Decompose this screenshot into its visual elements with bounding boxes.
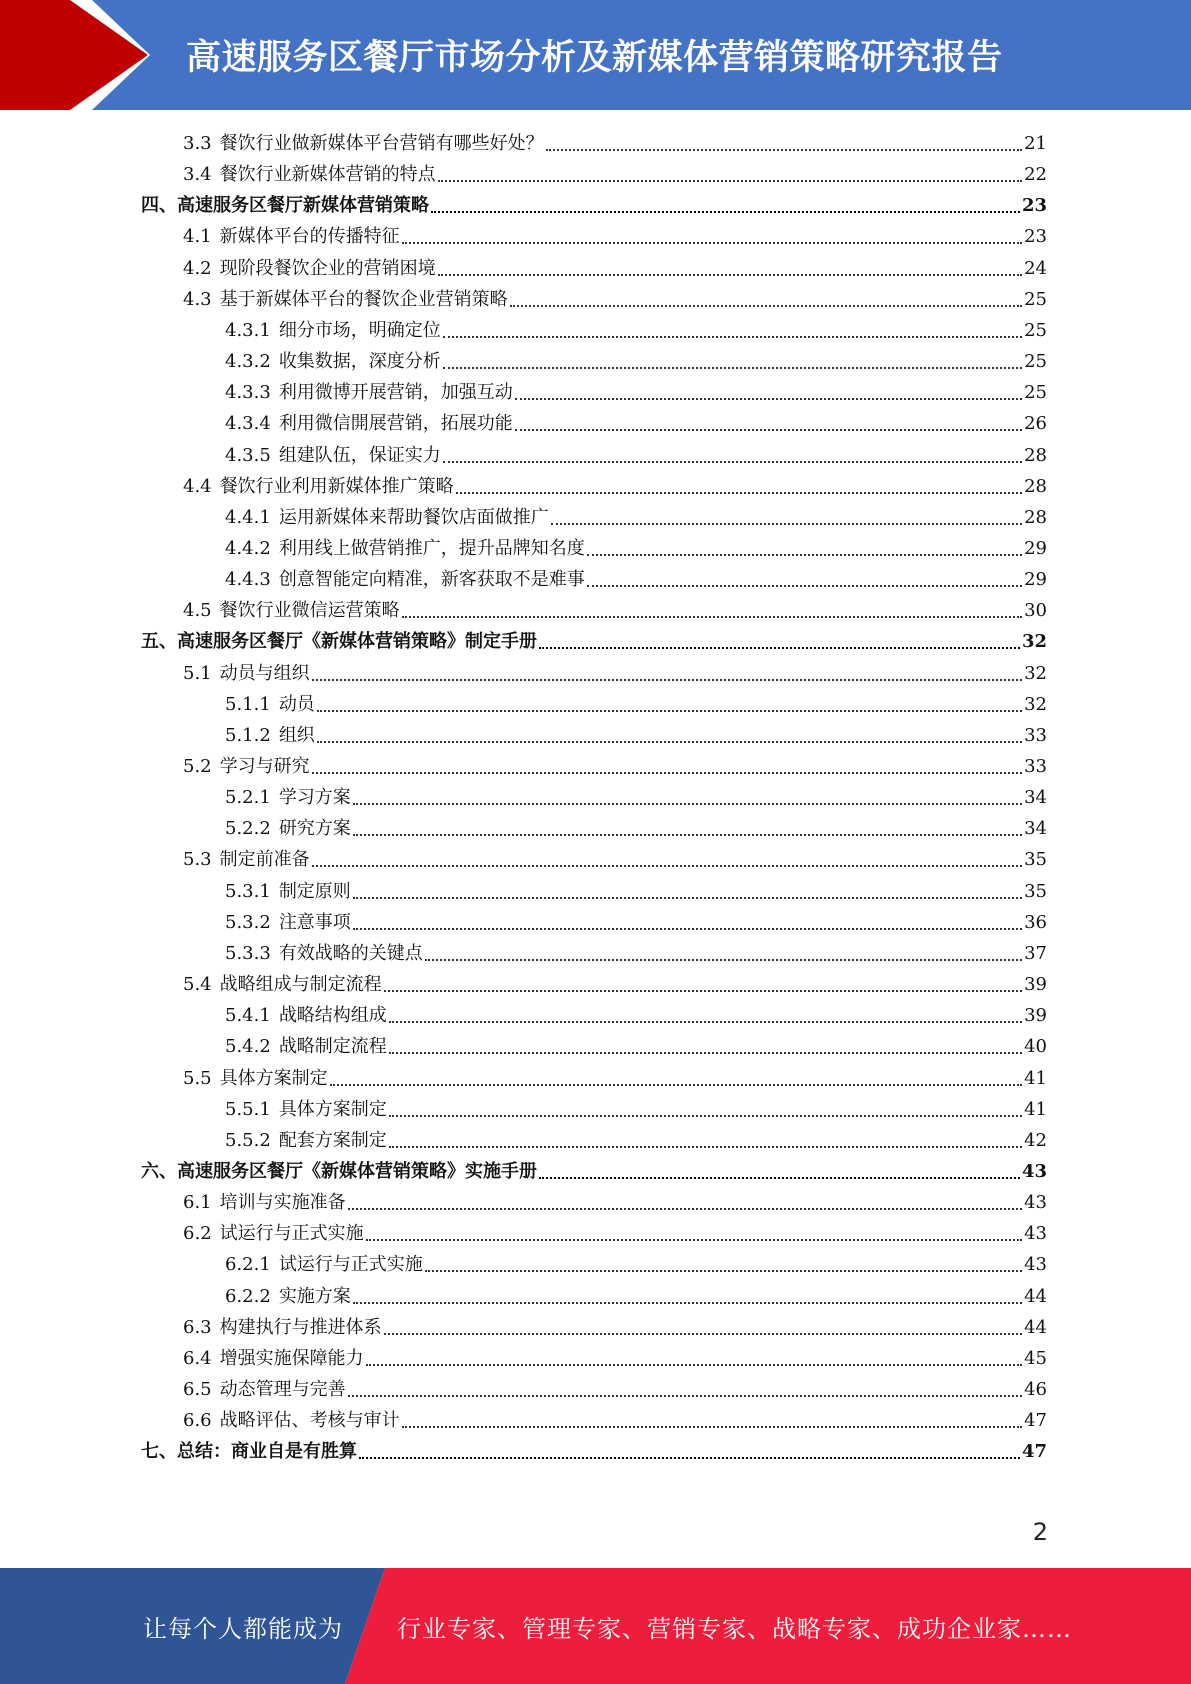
- toc-entry[interactable]: [183, 284, 1047, 315]
- toc-entry-title: 创意智能定向精准，新客获取不是难事: [278, 569, 585, 591]
- toc-entry[interactable]: [225, 315, 1047, 346]
- toc-dot-leader: [366, 1363, 1022, 1366]
- toc-entry[interactable]: [183, 1374, 1047, 1405]
- toc-page-number: 45: [1024, 1347, 1047, 1369]
- toc-page-number: 22: [1024, 164, 1047, 186]
- toc-chapter[interactable]: [141, 1156, 1047, 1187]
- toc-entry[interactable]: [183, 1405, 1047, 1436]
- toc-dot-leader: [431, 210, 1020, 213]
- toc-dot-leader: [443, 366, 1022, 369]
- toc-dot-leader: [312, 864, 1022, 867]
- toc-entry-title: 动员: [278, 693, 315, 715]
- toc-dot-leader: [348, 1207, 1022, 1210]
- toc-entry-number: 5.1.2: [225, 724, 271, 746]
- toc-dot-leader: [510, 304, 1022, 307]
- toc-entry-number: 5.2: [183, 756, 212, 777]
- toc-entry-number: 4.1: [183, 226, 212, 248]
- page-header: [0, 0, 1191, 110]
- toc-entry-number: 5.2.1: [225, 787, 271, 809]
- toc-entry[interactable]: [183, 471, 1047, 502]
- toc-entry[interactable]: [183, 159, 1047, 190]
- toc-page-number: 36: [1024, 911, 1047, 933]
- toc-page-number: 35: [1024, 849, 1047, 871]
- toc-page-number: 24: [1024, 257, 1047, 279]
- toc-entry[interactable]: [225, 1094, 1047, 1125]
- toc-page-number: 23: [1021, 195, 1047, 217]
- toc-dot-leader: [456, 491, 1022, 494]
- toc-entry-title: 具体方案制定: [278, 1098, 387, 1120]
- toc-dot-leader: [330, 1083, 1022, 1086]
- toc-page-number: 28: [1024, 506, 1047, 528]
- toc-entry-title: 动员与组织: [219, 662, 310, 684]
- toc-page-number: 28: [1024, 475, 1047, 497]
- toc-entry[interactable]: [225, 876, 1047, 907]
- toc-entry-title: 战略评估、考核与审计: [219, 1410, 400, 1432]
- toc-entry[interactable]: [225, 346, 1047, 377]
- toc-entry-title: 利用微博开展营销，加强互动: [278, 382, 513, 404]
- toc-dot-leader: [402, 615, 1022, 618]
- footer-slogan-right: 行业专家、管理专家、营销专家、战略专家、成功企业家……: [397, 1614, 1072, 1643]
- toc-dot-leader: [353, 1301, 1022, 1304]
- toc-entry-title: 利用线上做营销推广，提升品牌知名度: [278, 537, 585, 559]
- toc-page-number: 42: [1024, 1129, 1047, 1151]
- toc-page-number: 34: [1024, 818, 1047, 840]
- toc-dot-leader: [384, 989, 1022, 992]
- toc-entry-number: 4.4.2: [225, 537, 271, 559]
- toc-dot-leader: [546, 148, 1022, 151]
- toc-dot-leader: [312, 678, 1022, 681]
- toc-entry-title: 配套方案制定: [278, 1129, 387, 1151]
- toc-entry-number: 5.3.1: [225, 880, 271, 902]
- toc-dot-leader: [443, 335, 1022, 338]
- toc-entry-title: 利用微信開展营销，拓展功能: [278, 413, 513, 435]
- toc-dot-leader: [353, 896, 1022, 899]
- toc-entry[interactable]: [183, 253, 1047, 284]
- toc-dot-leader: [551, 522, 1022, 525]
- toc-entry-title: 新媒体平台的传播特征: [219, 226, 400, 248]
- toc-entry-number: 4.3.5: [225, 444, 271, 466]
- toc-dot-leader: [402, 1425, 1022, 1428]
- page-footer: [0, 1568, 1191, 1684]
- toc-entry-title: 学习方案: [278, 787, 351, 809]
- toc-entry-number: 4.4: [183, 475, 212, 497]
- toc-entry-title: 七、总结：商业自是有胜算: [141, 1441, 357, 1463]
- toc-dot-leader: [438, 273, 1022, 276]
- toc-entry[interactable]: [183, 1312, 1047, 1343]
- toc-page-number: 46: [1024, 1379, 1047, 1400]
- toc-entry-number: 6.6: [183, 1410, 212, 1432]
- toc-dot-leader: [539, 646, 1020, 649]
- toc-entry-number: 6.2.1: [225, 1254, 271, 1276]
- toc-entry[interactable]: [183, 969, 1047, 1000]
- toc-entry-title: 试运行与正式实施: [278, 1254, 423, 1276]
- toc-entry-number: 4.2: [183, 257, 212, 279]
- toc-dot-leader: [317, 740, 1022, 743]
- toc-entry-title: 战略制定流程: [278, 1036, 387, 1058]
- toc-entry-number: 4.3.1: [225, 319, 271, 341]
- toc-page-number: 32: [1024, 662, 1047, 684]
- toc-page-number: 43: [1024, 1192, 1047, 1214]
- toc-entry-number: 4.3.3: [225, 382, 271, 404]
- toc-page-number: 28: [1024, 444, 1047, 466]
- toc-page-number: 43: [1024, 1254, 1047, 1276]
- toc-entry-title: 增强实施保障能力: [219, 1347, 364, 1369]
- toc-dot-leader: [366, 1238, 1022, 1241]
- toc-entry[interactable]: [225, 813, 1047, 844]
- toc-entry-number: 4.3.2: [225, 351, 271, 373]
- toc-chapter[interactable]: [141, 1436, 1047, 1467]
- toc-entry-title: 战略组成与制定流程: [219, 974, 382, 996]
- report-title: 高速服务区餐厅市场分析及新媒体营销策略研究报告: [186, 38, 1003, 78]
- toc-page-number: 37: [1024, 942, 1047, 964]
- footer-slogan-left: 让每个人都能成为: [143, 1614, 343, 1643]
- toc-entry-number: 4.4.3: [225, 569, 271, 591]
- toc-page-number: 44: [1024, 1316, 1047, 1338]
- toc-entry-number: 3.3: [183, 133, 212, 154]
- toc-page-number: 32: [1024, 693, 1047, 715]
- toc-entry-title: 五、高速服务区餐厅《新媒体营销策略》制定手册: [141, 631, 537, 653]
- toc-page-number: 43: [1024, 1223, 1047, 1245]
- toc-entry-title: 制定前准备: [219, 849, 310, 871]
- toc-entry-title: 收集数据，深度分析: [278, 351, 441, 373]
- toc-entry[interactable]: [225, 533, 1047, 564]
- toc-entry[interactable]: [225, 782, 1047, 813]
- toc-page-number: 29: [1024, 569, 1047, 591]
- toc-entry[interactable]: [225, 907, 1047, 938]
- toc-dot-leader: [389, 1051, 1022, 1054]
- toc-entry[interactable]: [183, 128, 1047, 159]
- toc-page-number: 40: [1024, 1036, 1047, 1058]
- toc-entry-number: 5.1.1: [225, 693, 271, 715]
- toc-page-number: 26: [1024, 413, 1047, 435]
- toc-page-number: 25: [1024, 288, 1047, 310]
- toc-entry-title: 构建执行与推进体系: [219, 1316, 382, 1338]
- toc-entry-title: 餐饮行业做新媒体平台营销有哪些好处？: [219, 133, 544, 154]
- toc-dot-leader: [425, 1269, 1022, 1272]
- toc-entry-title: 餐饮行业新媒体营销的特点: [219, 164, 436, 186]
- toc-entry-number: 6.3: [183, 1316, 212, 1338]
- toc-entry-number: 5.2.2: [225, 818, 271, 840]
- toc-entry-number: 4.4.1: [225, 506, 271, 528]
- toc-entry-title: 实施方案: [278, 1285, 351, 1307]
- toc-page-number: 47: [1024, 1410, 1047, 1432]
- toc-entry-number: 5.5: [183, 1067, 212, 1089]
- toc-dot-leader: [438, 179, 1022, 182]
- toc-page-number: 25: [1024, 319, 1047, 341]
- toc-entry-title: 餐饮行业利用新媒体推广策略: [219, 475, 454, 497]
- toc-entry[interactable]: [225, 1249, 1047, 1280]
- toc-entry-title: 研究方案: [278, 818, 351, 840]
- toc-entry-title: 现阶段餐饮企业的营销困境: [219, 257, 436, 279]
- toc-entry-title: 组织: [278, 724, 315, 746]
- toc-page-number: 44: [1024, 1285, 1047, 1307]
- toc-entry-number: 6.4: [183, 1347, 212, 1369]
- toc-dot-leader: [353, 927, 1022, 930]
- toc-entry-title: 具体方案制定: [219, 1067, 328, 1089]
- toc-page-number: 23: [1024, 226, 1047, 248]
- toc-entry[interactable]: [183, 1063, 1047, 1094]
- toc-entry-title: 六、高速服务区餐厅《新媒体营销策略》实施手册: [141, 1160, 537, 1182]
- toc-entry[interactable]: [183, 1218, 1047, 1249]
- toc-entry-title: 试运行与正式实施: [219, 1223, 364, 1245]
- toc-dot-leader: [353, 802, 1022, 805]
- toc-entry[interactable]: [225, 1000, 1047, 1031]
- toc-dot-leader: [515, 397, 1022, 400]
- toc-dot-leader: [587, 553, 1022, 556]
- toc-entry[interactable]: [225, 1125, 1047, 1156]
- toc-dot-leader: [389, 1145, 1022, 1148]
- toc-entry-number: 3.4: [183, 164, 212, 186]
- toc-entry-title: 学习与研究: [219, 756, 310, 777]
- toc-entry-number: 5.4.1: [225, 1005, 271, 1027]
- toc-dot-leader: [359, 1456, 1020, 1459]
- toc-dot-leader: [515, 428, 1022, 431]
- toc-entry-title: 餐饮行业微信运营策略: [219, 600, 400, 622]
- toc-entry-number: 5.4: [183, 974, 212, 996]
- toc-entry-title: 基于新媒体平台的餐饮企业营销策略: [219, 288, 508, 310]
- toc-dot-leader: [443, 460, 1022, 463]
- toc-entry[interactable]: [183, 221, 1047, 252]
- toc-entry[interactable]: [225, 938, 1047, 969]
- toc-entry[interactable]: [225, 502, 1047, 533]
- toc-dot-leader: [312, 771, 1022, 774]
- toc-entry-number: 5.3.2: [225, 911, 271, 933]
- toc-entry-title: 组建队伍，保证实力: [278, 444, 441, 466]
- toc-page-number: 39: [1024, 1005, 1047, 1027]
- toc-entry-number: 5.5.1: [225, 1098, 271, 1120]
- toc-dot-leader: [317, 709, 1022, 712]
- toc-dot-leader: [353, 833, 1022, 836]
- toc-entry[interactable]: [225, 564, 1047, 595]
- toc-entry[interactable]: [183, 658, 1047, 689]
- toc-entry-title: 注意事项: [278, 911, 351, 933]
- toc-entry-title: 细分市场，明确定位: [278, 319, 441, 341]
- toc-entry-number: 4.5: [183, 600, 212, 622]
- toc-page-number: 39: [1024, 974, 1047, 996]
- toc-page-number: 25: [1024, 351, 1047, 373]
- toc-entry-number: 5.4.2: [225, 1036, 271, 1058]
- toc-chapter[interactable]: [141, 626, 1047, 657]
- toc-entry-number: 6.2: [183, 1223, 212, 1245]
- toc-entry-title: 制定原则: [278, 880, 351, 902]
- toc-dot-leader: [425, 958, 1022, 961]
- toc-entry[interactable]: [225, 377, 1047, 408]
- toc-page-number: 32: [1021, 631, 1047, 653]
- toc-entry[interactable]: [183, 751, 1047, 782]
- toc-page-number: 33: [1024, 756, 1047, 777]
- toc-entry-number: 5.5.2: [225, 1129, 271, 1151]
- toc-entry-title: 运用新媒体来帮助餐饮店面做推广: [278, 506, 549, 528]
- toc-dot-leader: [384, 1332, 1022, 1335]
- toc-page-number: 21: [1024, 133, 1047, 154]
- toc-entry-number: 6.1: [183, 1192, 212, 1214]
- toc-entry-number: 4.3.4: [225, 413, 271, 435]
- toc-page-number: 33: [1024, 724, 1047, 746]
- toc-page-number: 41: [1024, 1067, 1047, 1089]
- toc-entry[interactable]: [183, 844, 1047, 875]
- toc-entry-number: 6.5: [183, 1379, 212, 1400]
- toc-entry-number: 5.3.3: [225, 942, 271, 964]
- toc-entry-title: 四、高速服务区餐厅新媒体营销策略: [141, 195, 429, 217]
- toc-page-number: 43: [1021, 1160, 1047, 1182]
- header-ribbon: [0, 0, 190, 110]
- toc-entry-number: 4.3: [183, 288, 212, 310]
- toc-page-number: 41: [1024, 1098, 1047, 1120]
- toc-entry-title: 培训与实施准备: [219, 1192, 346, 1214]
- toc-entry-number: 5.1: [183, 662, 212, 684]
- toc-dot-leader: [539, 1176, 1020, 1179]
- toc-entry[interactable]: [225, 1281, 1047, 1312]
- toc-entry-number: 5.3: [183, 849, 212, 871]
- toc-page-number: 47: [1021, 1441, 1047, 1463]
- toc-entry[interactable]: [183, 595, 1047, 626]
- toc-entry[interactable]: [225, 1031, 1047, 1062]
- toc-entry[interactable]: [183, 1187, 1047, 1218]
- toc-dot-leader: [389, 1020, 1022, 1023]
- toc-page-number: 30: [1024, 600, 1047, 622]
- toc-entry-title: 动态管理与完善: [219, 1379, 346, 1400]
- toc-dot-leader: [587, 584, 1022, 587]
- toc-entry-number: 6.2.2: [225, 1285, 271, 1307]
- toc-page-number: 34: [1024, 787, 1047, 809]
- toc-dot-leader: [402, 241, 1022, 244]
- toc-page-number: 29: [1024, 537, 1047, 559]
- toc-dot-leader: [389, 1114, 1022, 1117]
- toc-chapter[interactable]: [141, 190, 1047, 221]
- toc-entry[interactable]: [225, 720, 1047, 751]
- toc-entry-title: 战略结构组成: [278, 1005, 387, 1027]
- toc-entry[interactable]: [225, 408, 1047, 439]
- toc-page-number: 25: [1024, 382, 1047, 404]
- toc-dot-leader: [348, 1394, 1022, 1397]
- toc-entry-title: 有效战略的关键点: [278, 942, 423, 964]
- toc-page-number: 35: [1024, 880, 1047, 902]
- toc-entry[interactable]: [225, 689, 1047, 720]
- toc-entry[interactable]: [183, 1343, 1047, 1374]
- page-number: 2: [1032, 1518, 1048, 1546]
- toc-entry[interactable]: [225, 440, 1047, 471]
